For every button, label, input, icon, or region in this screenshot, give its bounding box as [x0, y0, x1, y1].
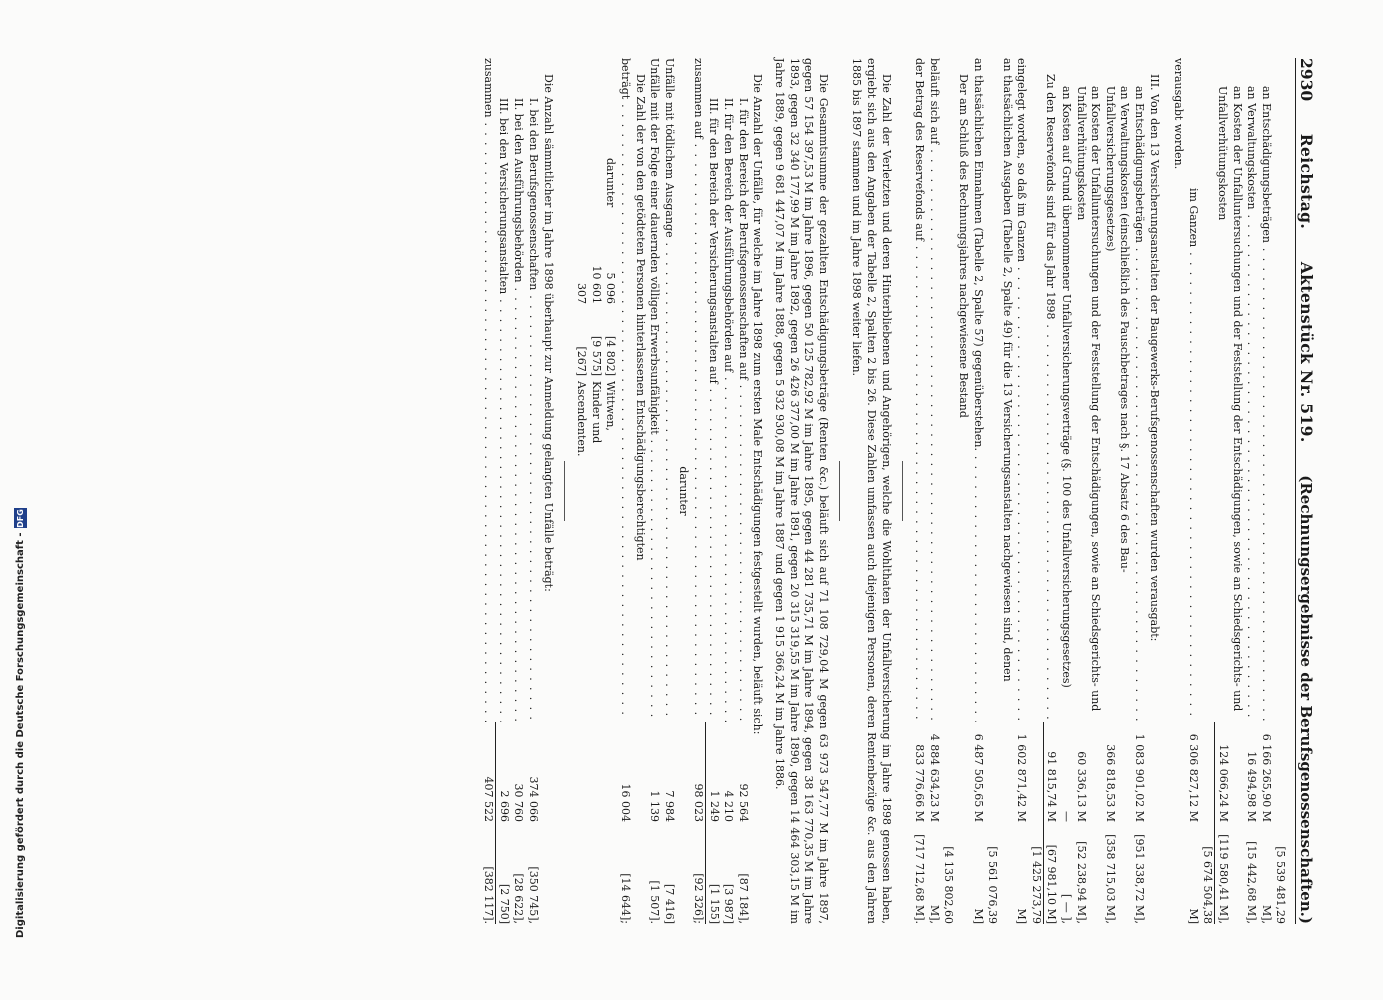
anmeldung-intro: Die Anzahl sämmtlicher im Jahre 1898 überhaupt zur Anmeldung gelangten Unfälle beträgt:	[541, 74, 555, 592]
iii-bestand-intro: Der am Schluß des Rechnungsjahres nachgewiesene Bestand	[956, 74, 970, 418]
page-number: 2930	[1297, 58, 1316, 102]
anmeldung-sum: zusammen . . . 407 522 [382 117].	[481, 58, 496, 924]
divider	[902, 461, 903, 521]
top-row-kosten: an Kosten der Unfalluntersuchungen und der Feststellung der Entschädigungen, sowie an Schiedsgerichts- und Unfallverhütungskosten 124 066,24 M [119 580,41 M],	[1216, 86, 1244, 924]
anmeldung-row-1: II. bei den Ausführungsbehörden . . . 30 760 [28 622],	[511, 58, 526, 924]
anmeldung-row-0: I. bei den Berufsgenossenschaften . . . 374 066 [350 745],	[526, 58, 541, 924]
iii-einnahmen: an thatsächlichen Einnahmen (Tabelle 2, Spalte 57) gegenüberstehen. . . . 6 487 505,65 M [5 561 076,39 M]	[970, 58, 999, 924]
unfaelle-row-1: II. für den Bereich der Ausführungsbehörden auf . . . 4 210 [3 987]	[721, 58, 736, 924]
header-document: Aktenstück Nr. 519.	[1297, 261, 1316, 443]
iii-ausgaben: an thatsächlichen Ausgaben (Tabelle 2, Spalte 49) für die 13 Versicherungsanstalten nachgewiesen sind, denen	[1000, 58, 1014, 682]
iii-row-0: an Entschädigungsbeträgen . . . 1 083 901,02 M [951 338,72 M],	[1131, 58, 1146, 924]
header-subject: (Rechnungsergebnisse der Berufsgenossenschaften.)	[1297, 475, 1315, 924]
iii-row-3: an Kosten auf Grund übernommener Unfallversicherungsverträge (§. 100 des Unfallversicherungsgesetzes) — [ — ],	[1060, 86, 1074, 924]
unfaelle-toedlich: Unfälle mit tödlichem Ausgange . . . 7 984 [7 416]	[661, 58, 676, 924]
divider	[564, 461, 565, 521]
document-page	[481, 58, 1316, 924]
iii-bestand: beläuft sich auf . . . 4 884 634,23 M [4 135 802,60 M],	[926, 58, 955, 924]
witwen-row: darunter 5 096 [4 802] Wittwen,	[604, 158, 618, 431]
page-header	[1295, 58, 1316, 924]
iii-reserve: der Betrag des Reservefonds auf . . . 833 776,66 M [717 712,68 M].	[912, 58, 927, 924]
iii-row-1: an Verwaltungskosten (einschließlich des Pauschbetrages nach §. 17 Absatz 6 des Bau-Unfallversicherungsgesetzes) 366 818,53 M [358 715,03 M],	[1103, 86, 1132, 924]
darunter-label: darunter	[677, 466, 691, 516]
section-iii-heading: III. Von den 13 Versicherungsanstalten der Baugewerks-Berufsgenossenschaften wurden verausgabt:	[1147, 74, 1161, 642]
unfaelle-intro: Die Anzahl der Unfälle, für welche im Jahre 1898 zum ersten Male Entschädigungen festgestellt wurden, beläuft sich:	[751, 74, 765, 735]
unfaelle-row-0: I. für den Bereich der Berufsgenossenschaften auf . . . 92 564 [87 184],	[735, 58, 750, 924]
dfg-credit-text: Digitalisierung gefördert durch die Deutsche Forschungsgemeinschaft -	[15, 532, 26, 938]
unfaelle-dauernd: Unfälle mit der Folge einer dauernden völligen Erwerbsunfähigkeit . . . 1 139 [1 507].	[647, 58, 662, 924]
top-row-total: im Ganzen . . . 6 306 827,12 M [5 674 504,38 M]	[1185, 58, 1214, 924]
anmeldung-row-2: III. bei den Versicherungsanstalten . . . 2 696 [2 750]	[495, 58, 511, 924]
hinterbl-intro: Die Zahl der von den getödteten Personen hinterlassenen Entschädigungsberechtigten	[633, 74, 647, 561]
para-verletzte: Die Zahl der Verletzten und deren Hinterbliebenen und Angehörigen, welche die Wohlthaten der Unfallversicherung im Jahre 1898 genossen haben, ergiebt sich aus den Angaben der Tabelle 2, Spalten 2 bis 26. Diese Zahlen umfassen auch diejenigen Personen, deren Rentenbezüge &c. aus den Jahren 1885 bis 1897 stammen und im Jahre 1898 weiter liefen.	[850, 58, 893, 924]
dfg-credit	[14, 508, 27, 938]
unfaelle-sum: zusammen auf . . . 98 023 [92 326];	[690, 58, 705, 924]
iii-row-4: Zu den Reservefonds sind für das Jahr 1898 . . . 91 815,74 M [67 981,10 M]	[1043, 58, 1059, 924]
dfg-logo-icon: DFG	[16, 509, 25, 528]
divider	[839, 461, 840, 521]
top-row-verwaltung: an Verwaltungskosten . . . 16 494,98 M [15 442,68 M],	[1244, 58, 1259, 924]
iii-row-2: an Kosten der Unfalluntersuchungen und der Feststellung der Entschädigungen, sowie an Schiedsgerichts- und Unfallverhütungskosten 60 336,13 M [52 238,94 M],	[1074, 86, 1103, 924]
unfaelle-row-2: III. für den Bereich der Versicherungsanstalten auf . . . 1 249 [1 155]	[705, 58, 721, 924]
ascendenten-row: 307 [267] Ascendenten.	[575, 283, 589, 457]
top-closing: verausgabt worden.	[1172, 58, 1186, 170]
iii-total-row: eingelegt worden, so daß im Ganzen . . . 1 602 871,42 M [1 425 273,79 M]	[1014, 58, 1043, 924]
kinder-row: 10 601 [9 575] Kinder und	[589, 265, 603, 444]
hinterbl-row: beträgt . . . 16 004 [14 644];	[617, 58, 632, 924]
para-gesamtsumme: Die Gesammtsumme der gezahlten Entschädigungsbeträge (Renten &c.) beläuft sich auf 71 108 729,04 M gegen 63 973 547,77 M im Jahre 1897, gegen 57 154 397,53 M im Jahre 1896, gegen 50 125 782,92 M im Jahre 1895, gegen 44 281 735,71 M im Jahre 1894, gegen 38 163 770,35 M im Jahre 1893, gegen 32 340 177,99 M im Jahre 1892, gegen 26 426 377,00 M im Jahre 1891, gegen 20 315 319,55 M im Jahre 1890, gegen 14 464 303,15 M im Jahre 1889, gegen 9 681 447,07 M im Jahre 1888, gegen 5 932 930,08 M im Jahre 1887 und gegen 1 915 366,24 M im Jahre 1886.	[773, 58, 830, 924]
header-section: Reichstag.	[1297, 133, 1316, 230]
top-row-entschaedigung: an Entschädigungsbeträgen . . . 6 166 265,90 M [5 539 481,29 M],	[1258, 58, 1287, 924]
